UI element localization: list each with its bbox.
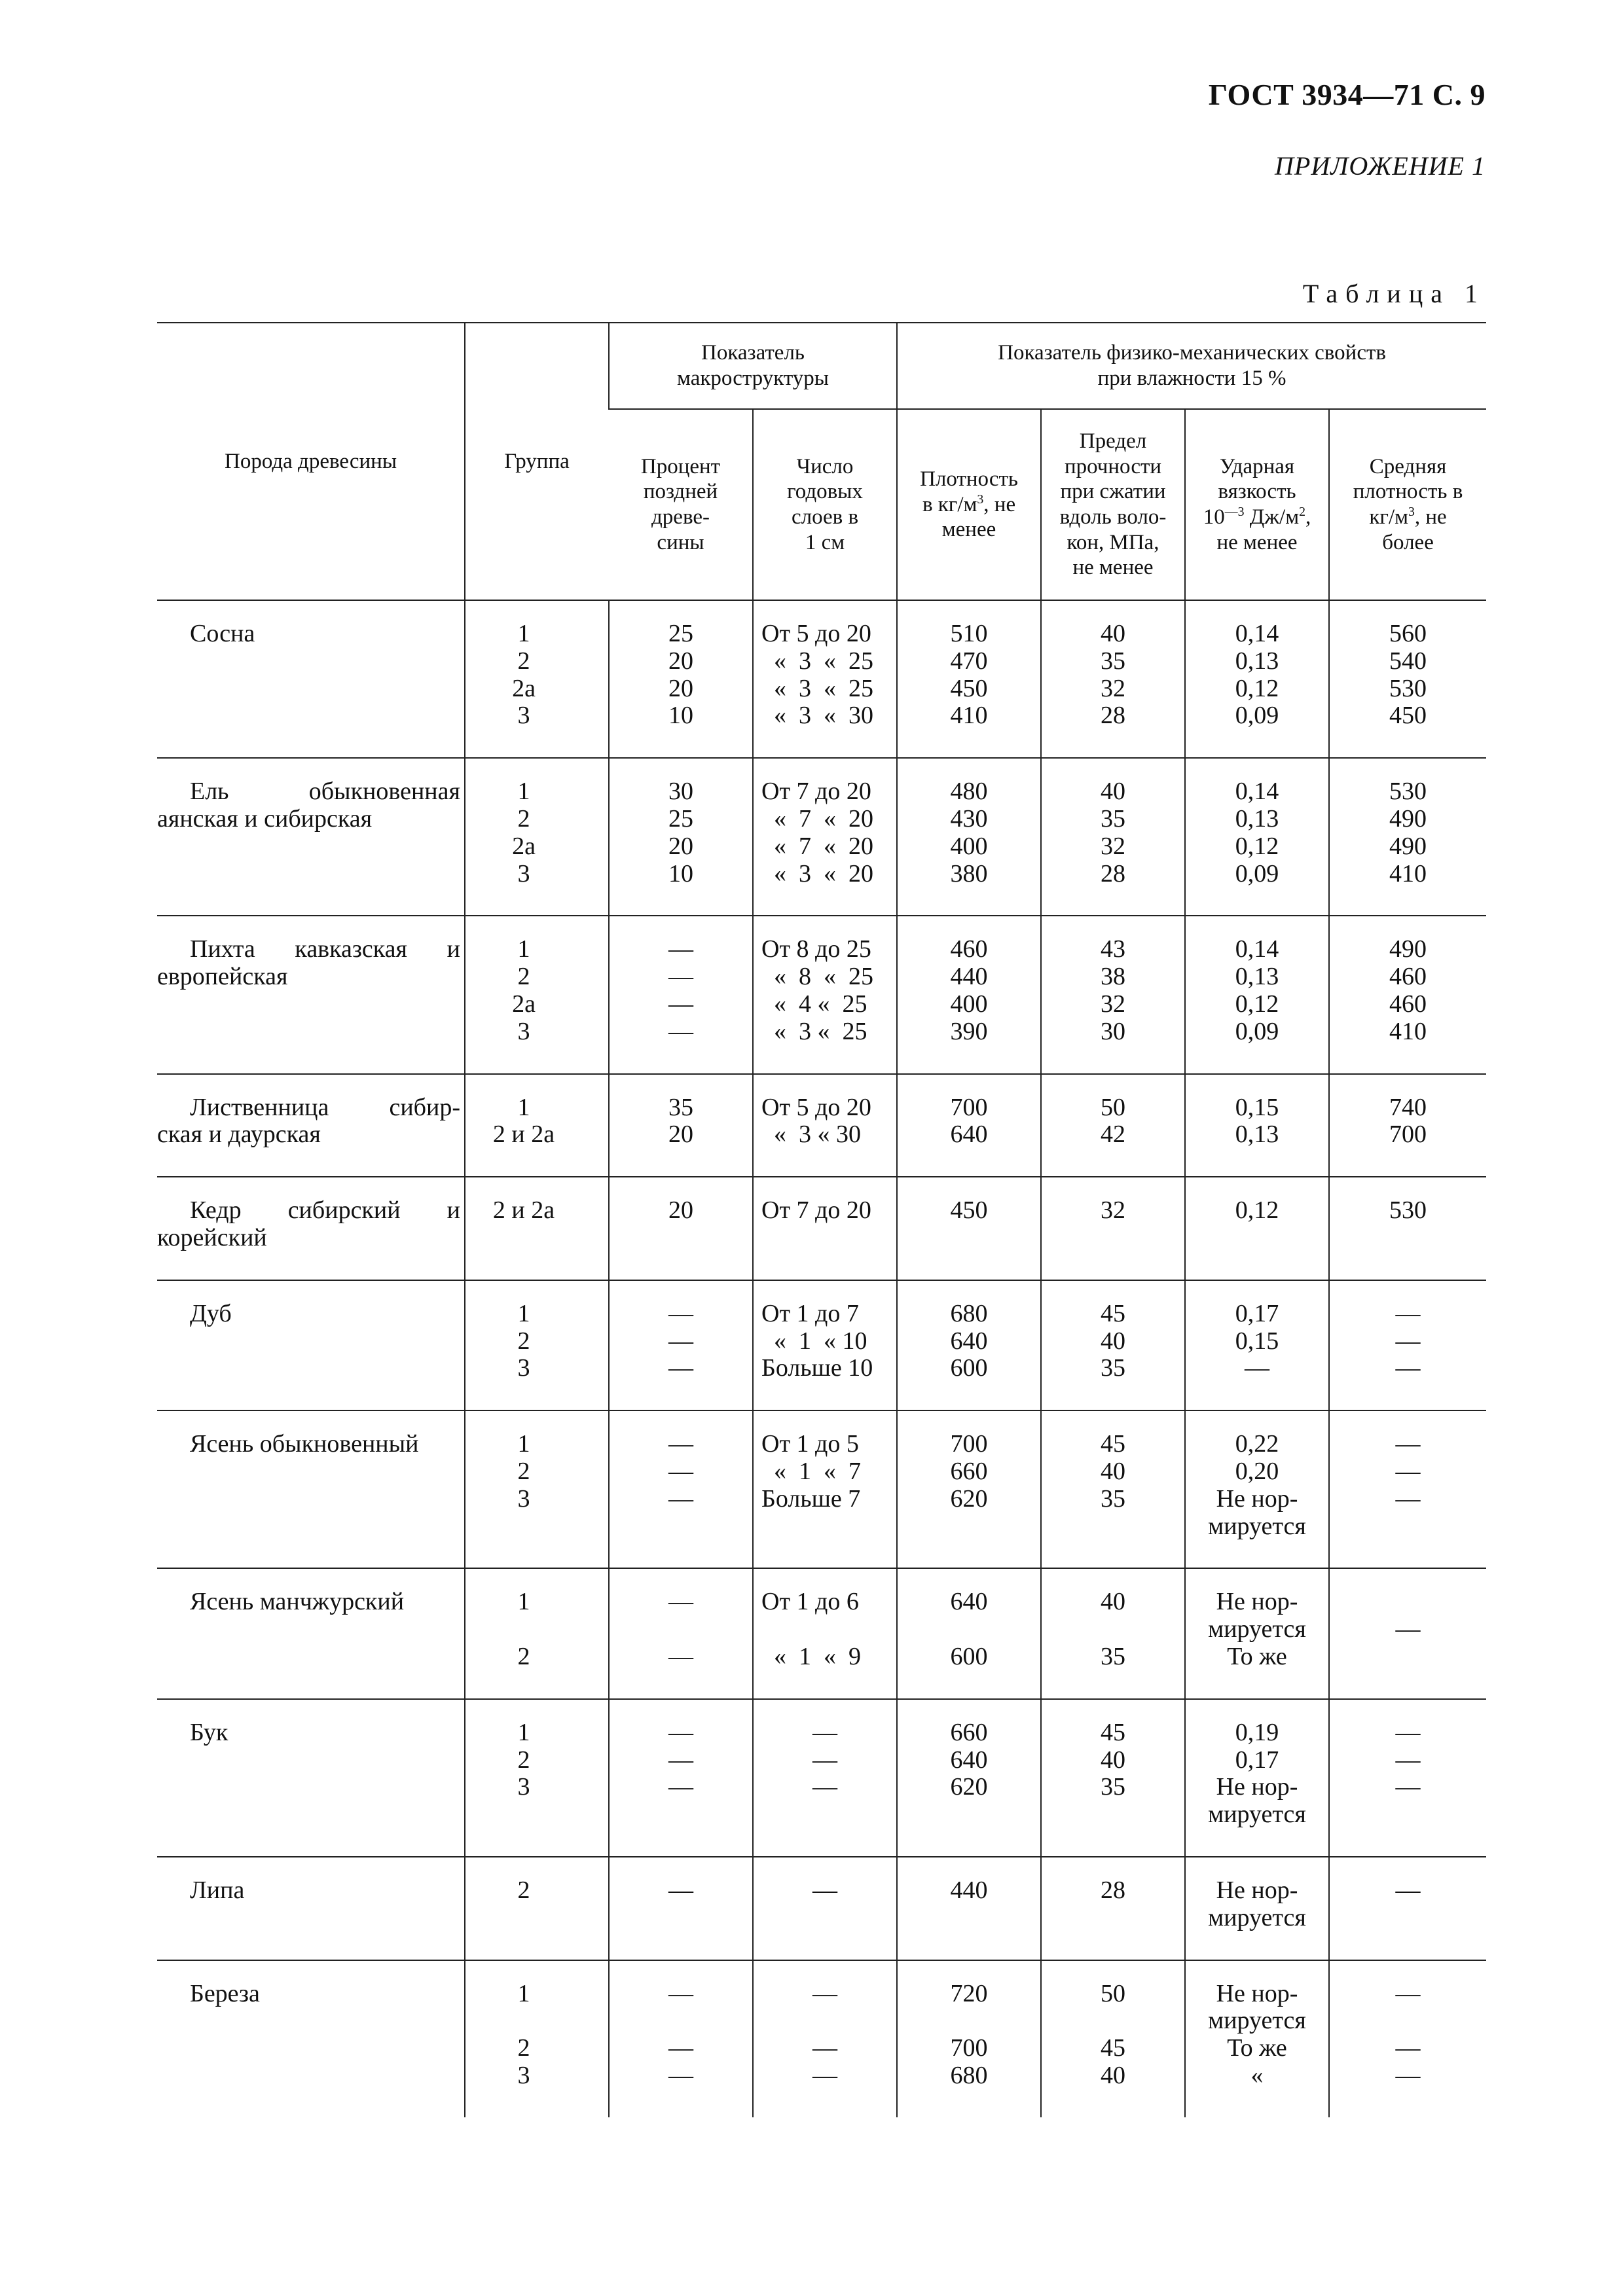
avg-density-cell: 740 700 [1389,1093,1427,1149]
latewood-cell: — — — [668,1430,693,1513]
table-row [157,1699,1486,1857]
strength-cell: 40 35 32 28 [1101,778,1126,888]
strength-cell: 32 [1101,1196,1126,1225]
table-row [157,1177,1486,1280]
group-cell: 1 2 2а 3 [512,935,536,1045]
header-species: Порода древесины [157,323,465,600]
rings-cell: От 5 до 20 « 3 « 30 [761,1093,871,1149]
density-cell: 700 660 620 [950,1430,988,1513]
header-group: Группа [465,323,609,600]
impact-cell: 0,17 0,15 — [1235,1299,1279,1382]
density-cell: 480 430 400 380 [950,778,988,888]
group-cell: 1 2 3 [517,1718,530,1801]
density-cell: 440 [950,1876,988,1904]
latewood-cell: — — [668,1588,693,1670]
latewood-cell: 30 25 20 10 [668,778,693,888]
species-cell: Липа [190,1876,245,1904]
species-cell: Береза [190,1979,260,2007]
header-compression-strength: Предел прочности при сжатии вдоль воло- кон, МПа, не менее [1041,409,1185,600]
latewood-cell: — [668,1876,693,1904]
group-cell: 1 2 2а 3 [512,778,536,888]
table-row [157,600,1486,758]
table-row [157,1280,1486,1410]
avg-density-cell: 490 460 460 410 [1389,935,1427,1045]
table-caption: Таблица 1 [1302,279,1486,308]
avg-density-cell: — — — [1395,1430,1421,1513]
latewood-cell: — — — [668,1299,693,1382]
rings-cell: — — — [812,1718,837,1801]
table-row [157,916,1486,1073]
table-row [157,758,1486,916]
impact-cell: 0,14 0,13 0,12 0,09 [1235,620,1279,730]
impact-cell: Не нор- мируется То же [1208,1588,1306,1670]
header-density: Плотность в $кг/м^3$, не менее [897,409,1041,600]
rings-cell: — [812,1876,837,1904]
document-reference: ГОСТ 3934—71 С. 9 [1208,78,1486,111]
avg-density-cell: — — — [1395,1299,1421,1382]
group-cell: 2 [517,1876,530,1904]
density-cell: 460 440 400 390 [950,935,988,1045]
table-row [157,1960,1486,2117]
strength-cell: 43 38 32 30 [1101,935,1126,1045]
species-cell: Ясень манчжурский [190,1588,405,1616]
group-cell: 1 2 [517,1588,530,1670]
group-cell: 1 2 3 [517,1299,530,1382]
appendix-label: ПРИЛОЖЕНИЕ 1 [1275,151,1486,181]
strength-cell: 45 40 35 [1101,1299,1126,1382]
avg-density-cell: 560 540 530 450 [1389,620,1427,730]
strength-cell: 50 45 40 [1101,1979,1126,2089]
impact-cell: Не нор- мируется То же « [1208,1979,1306,2089]
rings-cell: От 5 до 20 « 3 « 25 « 3 « 25 « 3 « 30 [761,620,873,730]
rings-cell: От 1 до 7 « 1 « 10 Больше 10 [761,1299,873,1382]
avg-density-cell: — — — [1395,1718,1421,1801]
density-cell: 660 640 620 [950,1718,988,1801]
header-impact-toughness: Ударная вязкость $10^{—3}$ $Дж/м^2$, не менее [1185,409,1329,600]
impact-cell: 0,15 0,13 [1235,1093,1279,1149]
strength-cell: 45 40 35 [1101,1718,1126,1801]
avg-density-cell: — [1395,1876,1421,1904]
strength-cell: 45 40 35 [1101,1430,1126,1513]
latewood-cell: 35 20 [668,1093,693,1149]
avg-density-cell: — [1395,1615,1421,1643]
species-cell: Сосна [190,620,255,647]
rings-cell: От 1 до 6 « 1 « 9 [761,1588,861,1670]
rings-cell: — — — [812,1979,837,2089]
density-cell: 720 700 680 [950,1979,988,2089]
strength-cell: 40 35 32 28 [1101,620,1126,730]
table-row [157,1568,1486,1698]
group-cell: 1 2 3 [517,1430,530,1513]
density-cell: 510 470 450 410 [950,620,988,730]
group-cell: 1 2 3 [517,1979,530,2089]
density-cell: 680 640 600 [950,1299,988,1382]
impact-cell: 0,14 0,13 0,12 0,09 [1235,935,1279,1045]
group-cell: 1 2 и 2а [492,1093,555,1149]
species-cell: Ель обыкновенная аянская и сибирская [157,778,460,833]
species-cell: Ясень обыкновенный [190,1430,419,1458]
table-row [157,1410,1486,1568]
header-macrostructure: Показатель макроструктуры [609,323,897,409]
density-cell: 700 640 [950,1093,988,1149]
impact-cell: 0,19 0,17 Не нор- мируется [1208,1718,1306,1829]
strength-cell: 40 35 [1101,1588,1126,1670]
latewood-cell: 25 20 20 10 [668,620,693,730]
strength-cell: 50 42 [1101,1093,1126,1149]
density-cell: 450 [950,1196,988,1225]
impact-cell: 0,12 [1235,1196,1279,1225]
table-row [157,1074,1486,1177]
rings-cell: От 8 до 25 « 8 « 25 « 4 « 25 « 3 « 25 [761,935,873,1045]
rings-cell: От 7 до 20 « 7 « 20 « 7 « 20 « 3 « 20 [761,778,873,888]
header-annual-rings: Число годовых слоев в 1 см [753,409,897,600]
rings-cell: От 1 до 5 « 1 « 7 Больше 7 [761,1430,861,1513]
table-row [157,1857,1486,1960]
species-cell: Дуб [190,1299,232,1327]
species-cell: Пихта кавказская и европейская [157,935,460,991]
impact-cell: 0,22 0,20 Не нор- мируется [1208,1430,1306,1540]
latewood-cell: 20 [668,1196,693,1225]
group-cell: 1 2 2а 3 [512,620,536,730]
avg-density-cell: — — — [1395,1979,1421,2089]
strength-cell: 28 [1101,1876,1126,1904]
header-physical-mechanical: Показатель физико-механических свойств при влажности 15 % [897,323,1486,409]
group-cell: 2 и 2а [492,1196,555,1225]
density-cell: 640 600 [950,1588,988,1670]
impact-cell: Не нор- мируется [1208,1876,1306,1931]
impact-cell: 0,14 0,13 0,12 0,09 [1235,778,1279,888]
latewood-cell: — — — [668,1979,693,2089]
latewood-cell: — — — [668,1718,693,1801]
header-average-density: Средняя плотность в $кг/м^3$, не более [1329,409,1486,600]
wood-properties-table [157,322,1486,2117]
rings-cell: От 7 до 20 [761,1196,871,1225]
latewood-cell: — — — — [668,935,693,1045]
avg-density-cell: 530 [1389,1196,1427,1225]
avg-density-cell: 530 490 490 410 [1389,778,1427,888]
species-cell: Лиственница сибир- ская и даурская [157,1093,460,1149]
species-cell: Бук [190,1718,228,1746]
species-cell: Кедр сибирский и корейский [157,1196,460,1251]
header-latewood-percent: Процент поздней древе- сины [609,409,753,600]
